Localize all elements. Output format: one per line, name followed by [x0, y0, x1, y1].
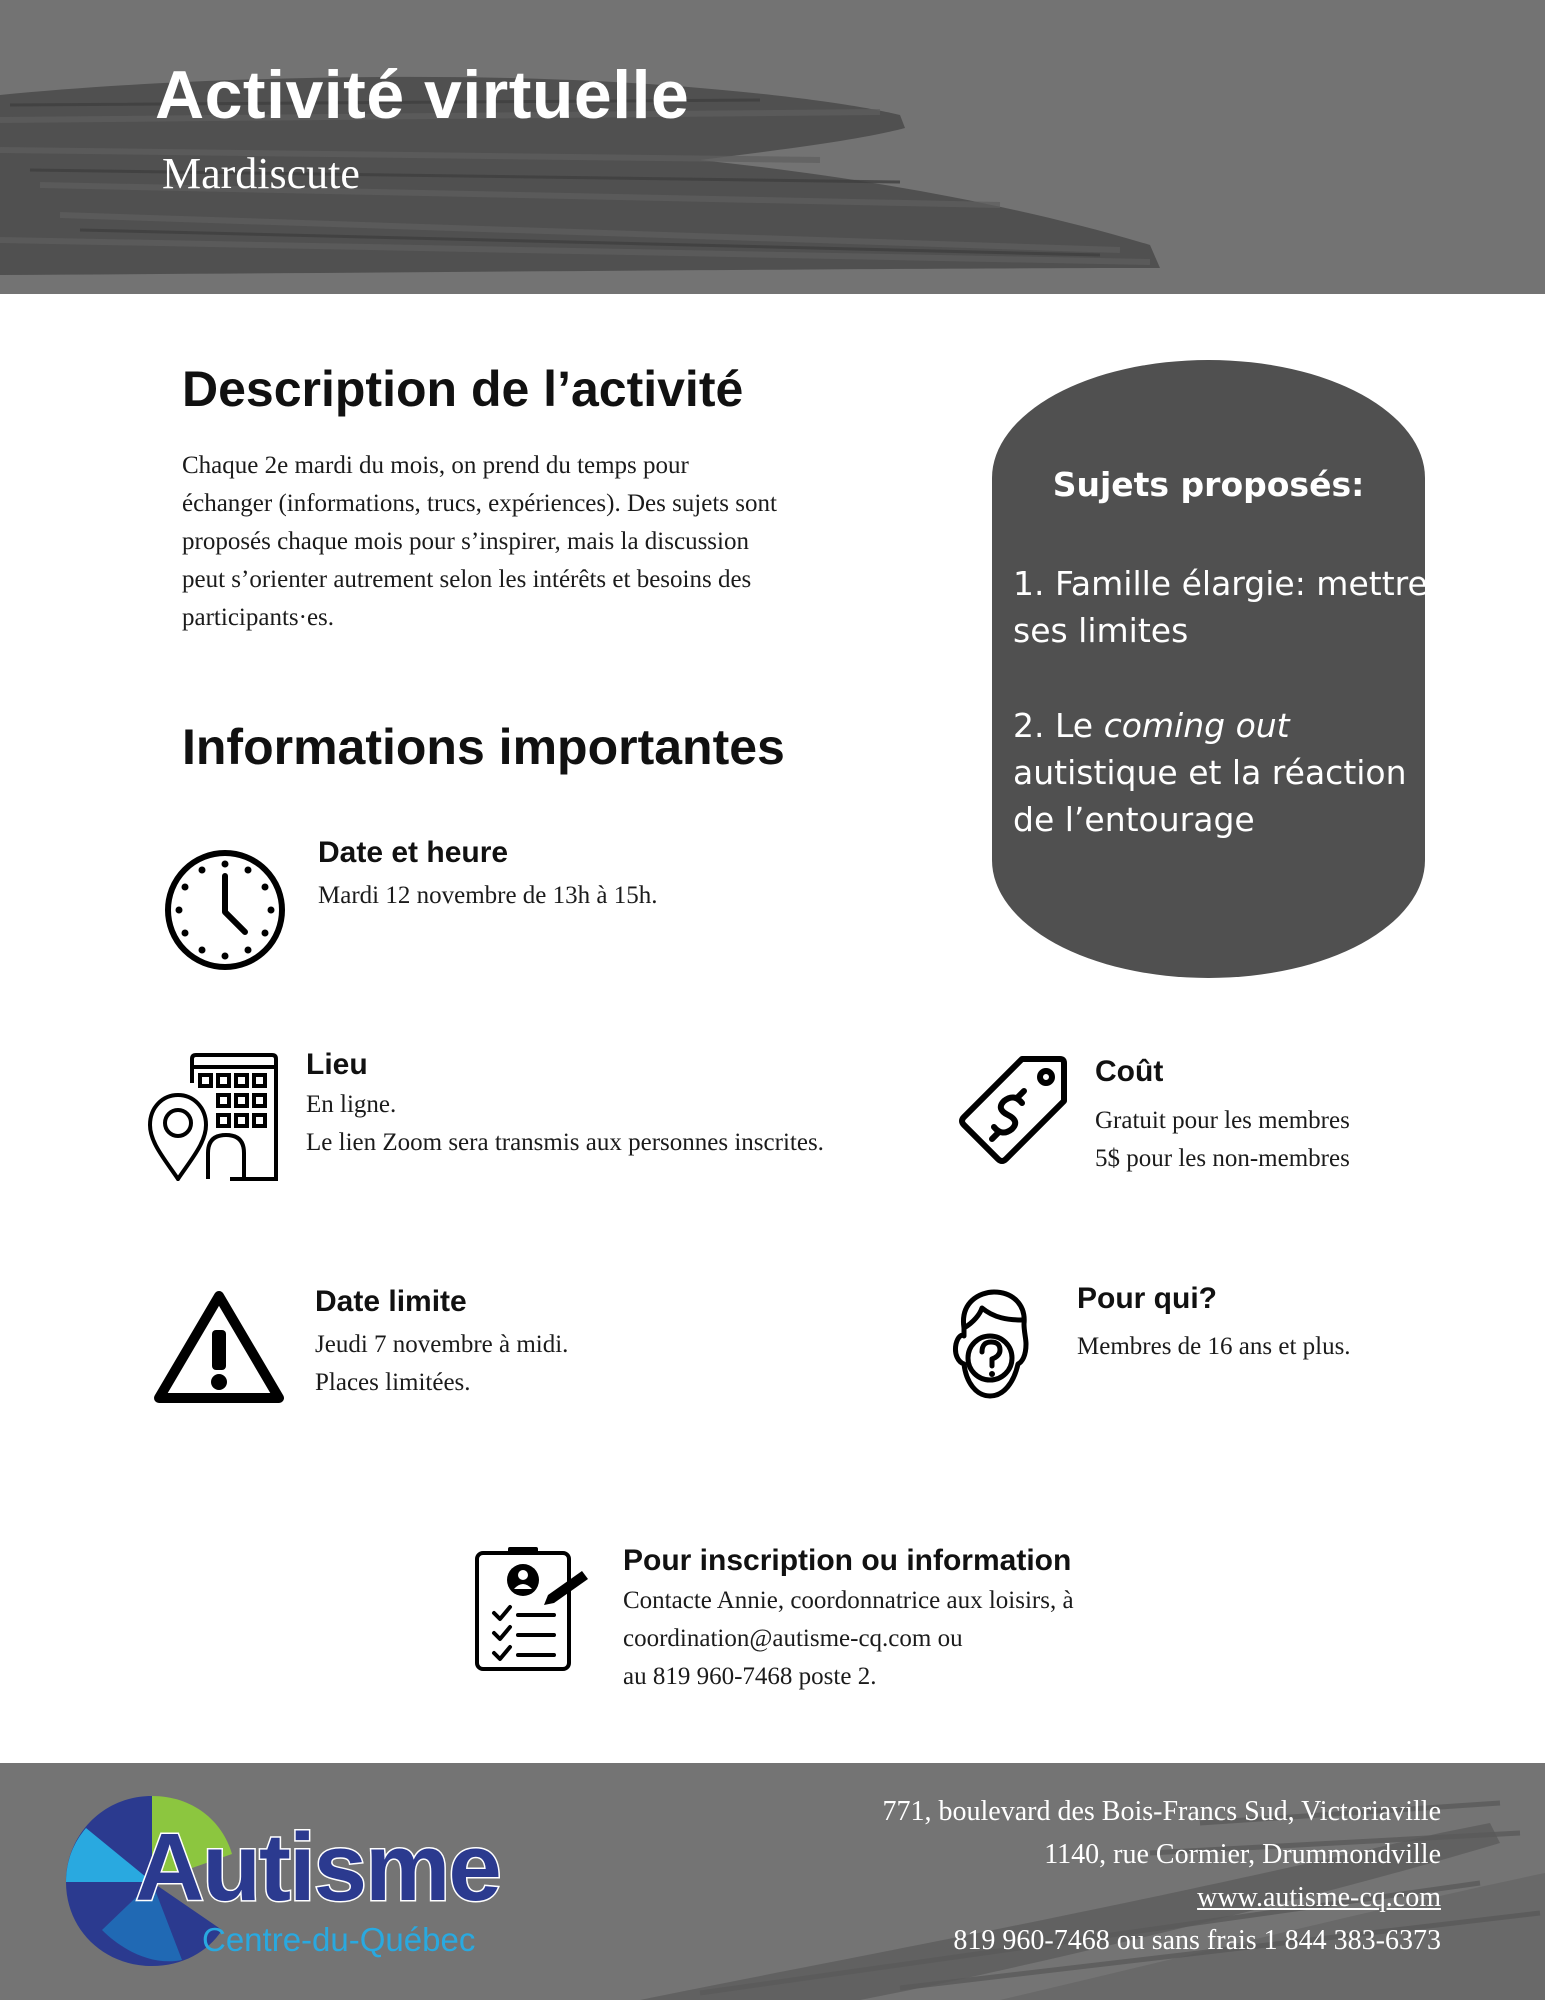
- description-text: [182, 447, 777, 637]
- location-text: [306, 1086, 824, 1162]
- topic-line: 1. Famille élargie: mettre: [1013, 564, 1428, 603]
- logo-word: Autisme: [135, 1814, 500, 1921]
- footer-phone: 819 960-7468 ou sans frais 1 844 383-6373: [953, 1925, 1441, 1956]
- registration-phone: au 819 960-7468 poste 2.: [623, 1663, 877, 1690]
- location-title: Lieu: [306, 1048, 368, 1081]
- warning-icon: [153, 1288, 285, 1404]
- topics-title: Sujets proposés:: [1052, 465, 1365, 504]
- registration-email[interactable]: coordination@autisme-cq.com ou: [623, 1625, 963, 1652]
- cost-title: Coût: [1095, 1055, 1164, 1088]
- brush-stroke-decoration: [0, 0, 1545, 294]
- description-line: échanger (informations, trucs, expériences). Des sujets sont: [182, 490, 777, 517]
- question-head-icon: [950, 1288, 1032, 1400]
- registration-title: Pour inscription ou information: [623, 1544, 1072, 1577]
- cost-line: 5$ pour les non-membres: [1095, 1145, 1350, 1172]
- description-line: proposés chaque mois pour s’inspirer, mais la discussion: [182, 528, 749, 555]
- location-line: En ligne.: [306, 1091, 397, 1118]
- location-line: Le lien Zoom sera transmis aux personnes inscrites.: [306, 1129, 824, 1156]
- clipboard-icon: [474, 1547, 590, 1673]
- footer-address-drummondville: 1140, rue Cormier, Drummondville: [1044, 1839, 1441, 1870]
- datetime-title: Date et heure: [318, 836, 509, 869]
- building-location-icon: [146, 1053, 278, 1181]
- description-line: peut s’orienter autrement selon les intérêts et besoins des: [182, 566, 752, 593]
- audience-text: [1077, 1328, 1351, 1366]
- audience-line: Membres de 16 ans et plus.: [1077, 1333, 1351, 1360]
- description-line: participants·es.: [182, 604, 335, 631]
- page-title: Activité virtuelle: [155, 57, 690, 133]
- registration-text: [623, 1582, 1074, 1696]
- logo-subtitle: Centre-du-Québec: [202, 1921, 476, 1958]
- topic-line: autistique et la réaction: [1013, 753, 1407, 792]
- datetime-text: [318, 877, 658, 915]
- header-banner: [0, 0, 1545, 294]
- topic-line: ses limites: [1013, 611, 1189, 650]
- cost-text: [1095, 1102, 1350, 1178]
- footer-address-victoriaville: 771, boulevard des Bois-Francs Sud, Victoriaville: [882, 1796, 1441, 1827]
- footer-website-link[interactable]: www.autisme-cq.com: [1197, 1882, 1441, 1913]
- deadline-line: Jeudi 7 novembre à midi.: [315, 1331, 569, 1358]
- description-heading: Description de l’activité: [182, 361, 744, 417]
- datetime-line: Mardi 12 novembre de 13h à 15h.: [318, 882, 658, 909]
- topic-item-1: [1013, 560, 1428, 654]
- topics-box: [992, 360, 1425, 978]
- page-subtitle: Mardiscute: [162, 149, 360, 198]
- audience-title: Pour qui?: [1077, 1282, 1217, 1315]
- topic-italic: coming out: [1103, 706, 1290, 745]
- cost-line: Gratuit pour les membres: [1095, 1107, 1350, 1134]
- topic-line: de l’entourage: [1013, 800, 1255, 839]
- registration-line: Contacte Annie, coordonnatrice aux loisirs, à: [623, 1587, 1074, 1614]
- description-line: Chaque 2e mardi du mois, on prend du temps pour: [182, 452, 689, 479]
- price-tag-icon: [952, 1053, 1070, 1171]
- deadline-text: [315, 1326, 568, 1402]
- clock-icon: [163, 848, 287, 972]
- deadline-title: Date limite: [315, 1285, 467, 1318]
- topic-prefix: 2. Le: [1013, 706, 1104, 745]
- topic-item-2: [1013, 702, 1407, 843]
- deadline-line: Places limitées.: [315, 1369, 471, 1396]
- info-heading: Informations importantes: [182, 719, 785, 775]
